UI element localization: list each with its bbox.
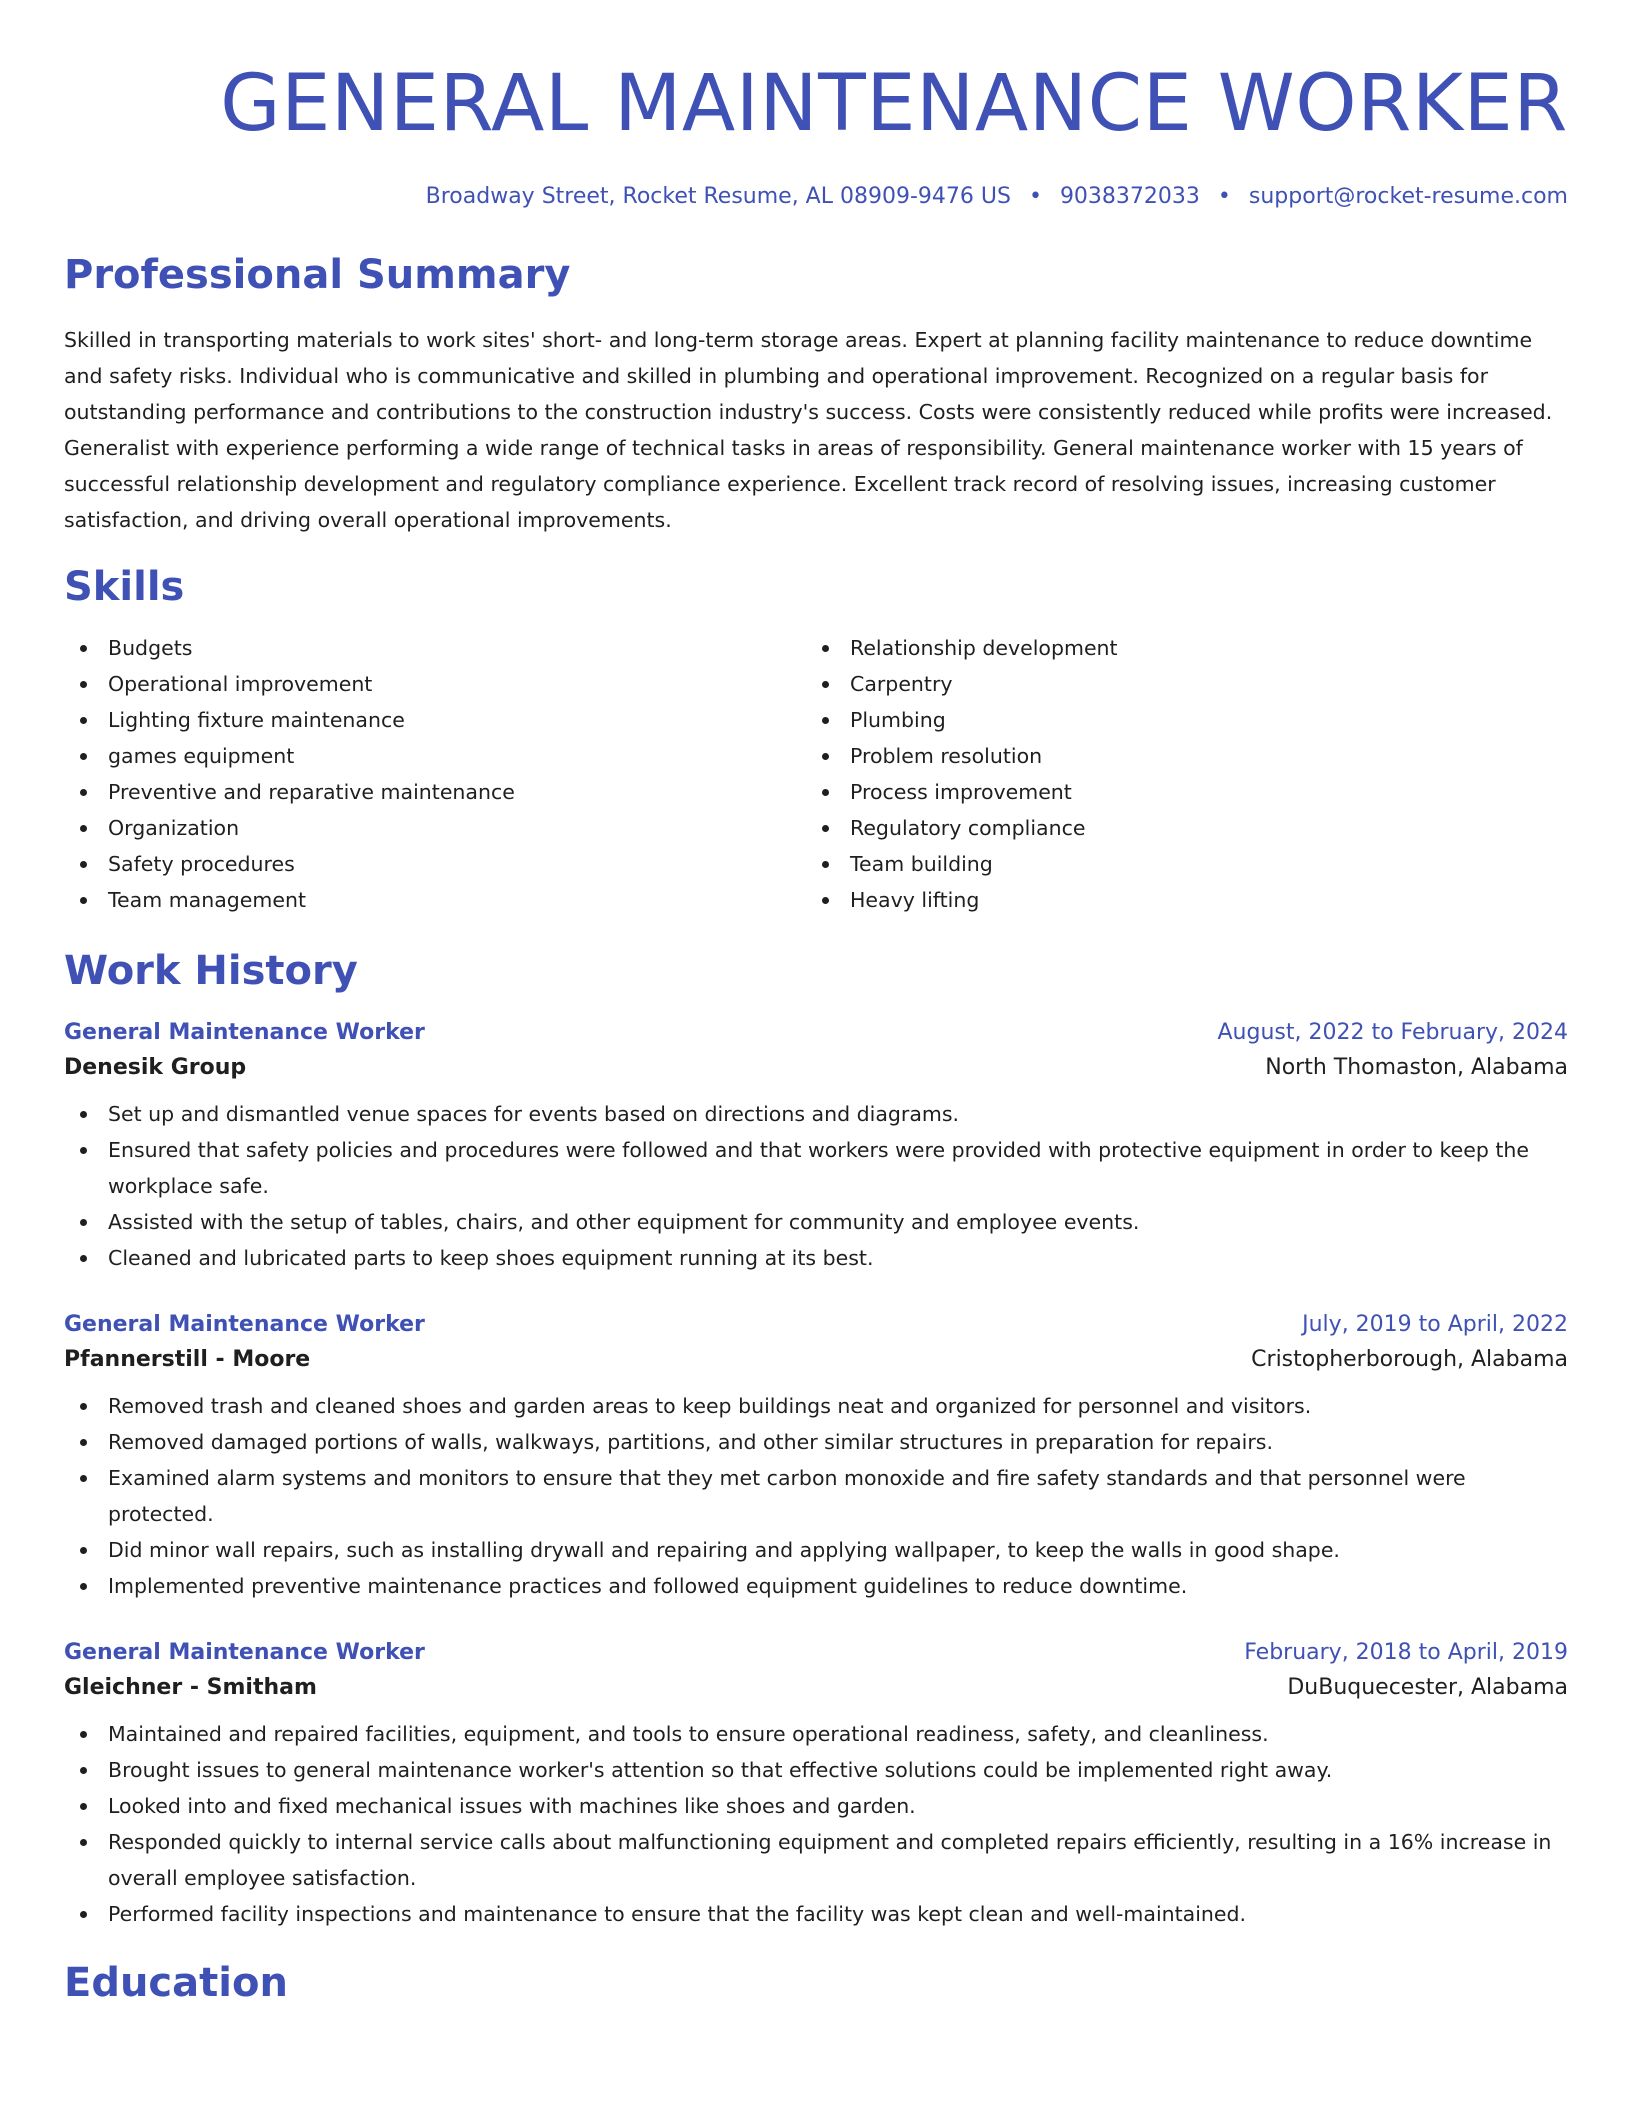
skill-item: Carpentry — [806, 666, 1548, 702]
address: Broadway Street, Rocket Resume, AL 08909-9476 US — [425, 184, 1011, 209]
skill-item: Team management — [64, 882, 806, 918]
summary-text: Skilled in transporting materials to work sites' short- and long-term storage areas. Expert at planning facility maintenance to reduce downtime and safety risks. Individual who is communicative and skilled in plumbing and operational improvement. Recognized on a regular basis for outstanding performance and contributions to the construction industry's success. Costs were consistently reduced while profits were increased. Generalist with experience performing a wide range of technical tasks in areas of responsibility. General maintenance worker with 15 years of successful relationship development and regulatory compliance experience. Excellent track record of resolving issues, increasing customer satisfaction, and driving overall operational improvements. — [64, 328, 1553, 532]
job-bullet: Implemented preventive maintenance practices and followed equipment guidelines to reduce downtime. — [64, 1568, 1568, 1604]
skill-item: Budgets — [64, 630, 806, 666]
job-entry — [64, 1308, 1568, 1604]
skill-item: Problem resolution — [806, 738, 1548, 774]
skill-item: Preventive and reparative maintenance — [64, 774, 806, 810]
contact-separator: • — [1217, 184, 1231, 209]
candidate-name: GENERAL MAINTENANCE WORKER — [220, 59, 1568, 149]
job-bullet: Ensured that safety policies and procedures were followed and that workers were provided with protective equipment in order to keep the workplace safe. — [64, 1132, 1568, 1204]
education-heading: Education — [64, 1960, 288, 2006]
work-history-heading: Work History — [64, 948, 358, 994]
phone: 9038372033 — [1059, 184, 1200, 209]
skill-item: Organization — [64, 810, 806, 846]
job-title: General Maintenance Worker — [64, 1020, 425, 1045]
job-bullet: Looked into and fixed mechanical issues with machines like shoes and garden. — [64, 1788, 1568, 1824]
skills-column-right — [806, 630, 1548, 918]
skill-item: Relationship development — [806, 630, 1548, 666]
job-dates: July, 2019 to April, 2022 — [1302, 1312, 1568, 1337]
job-title: General Maintenance Worker — [64, 1640, 425, 1665]
job-dates: February, 2018 to April, 2019 — [1244, 1640, 1568, 1665]
job-bullet: Removed damaged portions of walls, walkways, partitions, and other similar structures in preparation for repairs. — [64, 1424, 1568, 1460]
job-subheader — [64, 1670, 1568, 1706]
job-bullet: Assisted with the setup of tables, chairs, and other equipment for community and employee events. — [64, 1204, 1568, 1240]
job-bullet: Set up and dismantled venue spaces for events based on directions and diagrams. — [64, 1096, 1568, 1132]
job-bullet: Cleaned and lubricated parts to keep shoes equipment running at its best. — [64, 1240, 1568, 1276]
skill-item: Safety procedures — [64, 846, 806, 882]
skills-list — [64, 630, 1568, 918]
summary-heading: Professional Summary — [64, 252, 571, 298]
contact-separator: • — [1028, 184, 1042, 209]
job-subheader — [64, 1050, 1568, 1086]
skill-item: Heavy lifting — [806, 882, 1548, 918]
company-name: Pfannerstill - Moore — [64, 1347, 311, 1372]
job-bullet: Brought issues to general maintenance worker's attention so that effective solutions could be implemented right away. — [64, 1752, 1568, 1788]
job-bullets — [64, 1716, 1568, 1932]
job-bullet: Did minor wall repairs, such as installing drywall and repairing and applying wallpaper, to keep the walls in good shape. — [64, 1532, 1568, 1568]
skill-item: games equipment — [64, 738, 806, 774]
job-bullet: Maintained and repaired facilities, equipment, and tools to ensure operational readiness, safety, and cleanliness. — [64, 1716, 1568, 1752]
job-dates: August, 2022 to February, 2024 — [1217, 1020, 1568, 1045]
job-bullet: Performed facility inspections and maintenance to ensure that the facility was kept clean and well-maintained. — [64, 1896, 1568, 1932]
job-location: DuBuquecester, Alabama — [1287, 1675, 1568, 1700]
contact-line — [64, 182, 1568, 212]
job-entry — [64, 1636, 1568, 1932]
resume-page — [64, 0, 1568, 2008]
company-name: Denesik Group — [64, 1055, 247, 1080]
job-bullet: Responded quickly to internal service calls about malfunctioning equipment and completed repairs efficiently, resulting in a 16% increase in overall employee satisfaction. — [64, 1824, 1568, 1896]
skill-item: Process improvement — [806, 774, 1548, 810]
job-header — [64, 1016, 1568, 1050]
job-header — [64, 1308, 1568, 1342]
skill-item: Lighting fixture maintenance — [64, 702, 806, 738]
skill-item: Plumbing — [806, 702, 1548, 738]
company-name: Gleichner - Smitham — [64, 1675, 317, 1700]
job-bullets — [64, 1096, 1568, 1276]
email-link[interactable]: support@rocket-resume.com — [1248, 184, 1568, 209]
job-subheader — [64, 1342, 1568, 1378]
skill-item: Regulatory compliance — [806, 810, 1548, 846]
skill-item: Team building — [806, 846, 1548, 882]
job-title: General Maintenance Worker — [64, 1312, 425, 1337]
skill-item: Operational improvement — [64, 666, 806, 702]
job-location: North Thomaston, Alabama — [1265, 1055, 1568, 1080]
job-bullet: Removed trash and cleaned shoes and garden areas to keep buildings neat and organized for personnel and visitors. — [64, 1388, 1568, 1424]
job-entry — [64, 1016, 1568, 1276]
job-bullets — [64, 1388, 1568, 1604]
skills-heading: Skills — [64, 564, 185, 610]
job-header — [64, 1636, 1568, 1670]
job-location: Cristopherborough, Alabama — [1251, 1347, 1568, 1372]
skills-column-left — [64, 630, 806, 918]
job-bullet: Examined alarm systems and monitors to ensure that they met carbon monoxide and fire safety standards and that personnel were protected. — [64, 1460, 1568, 1532]
